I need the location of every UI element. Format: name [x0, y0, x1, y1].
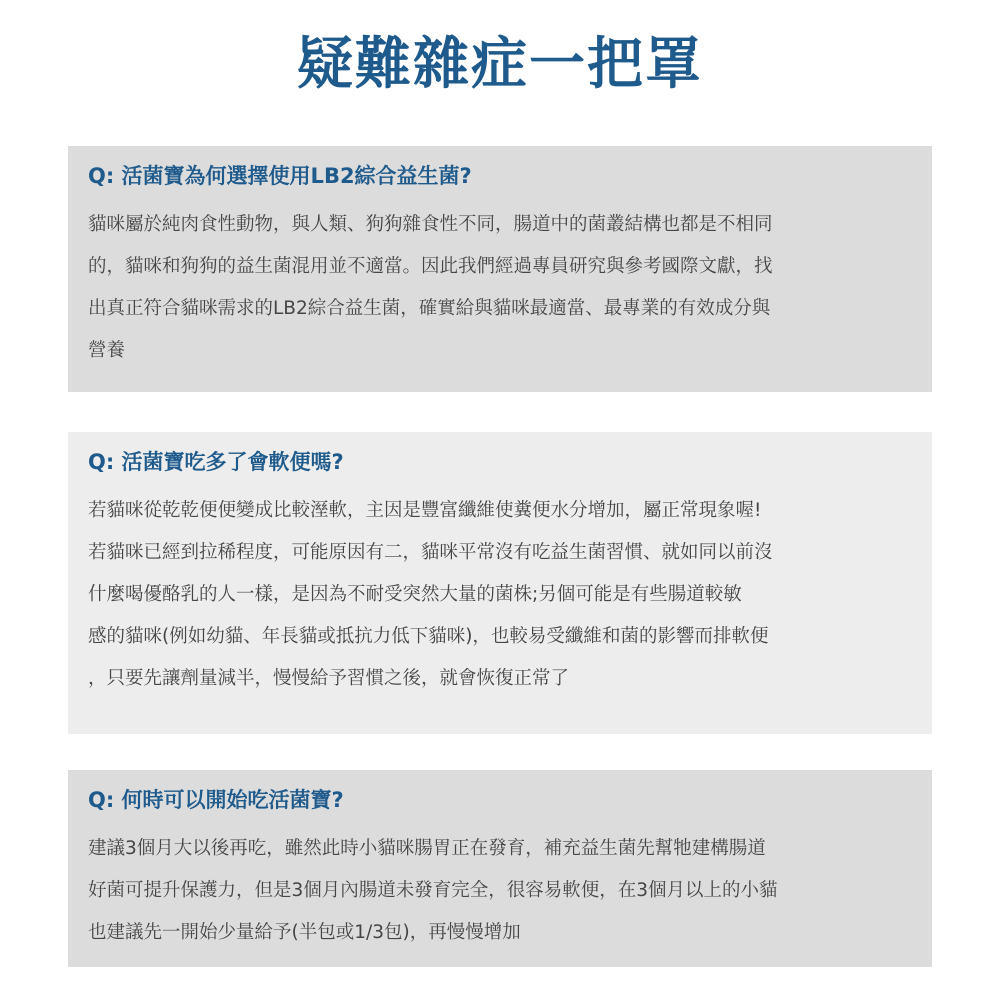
answer-line: 若貓咪已經到拉稀程度，可能原因有二，貓咪平常沒有吃益生菌習慣、就如同以前沒: [88, 542, 773, 563]
answer-line: 貓咪屬於純肉食性動物，與人類、狗狗雜食性不同，腸道中的菌叢結構也都是不相同: [88, 214, 773, 235]
answer-line: 好菌可提升保護力，但是3個月內腸道未發育完全，很容易軟便，在3個月以上的小貓: [88, 880, 778, 901]
faq-card-lb2: [68, 146, 932, 392]
faq-card-start-age: [68, 770, 932, 967]
answer-line: 感的貓咪(例如幼貓、年長貓或抵抗力低下貓咪)，也較易受纖維和菌的影響而排軟便: [88, 626, 769, 647]
answer-line: 出真正符合貓咪需求的LB2綜合益生菌，確實給與貓咪最適當、最專業的有效成分與: [88, 298, 771, 319]
faq-answer: [88, 828, 918, 954]
answer-line: 什麼喝優酪乳的人一樣，是因為不耐受突然大量的菌株;另個可能是有些腸道較敏: [88, 584, 742, 605]
page-title: 疑難雜症一把罩: [297, 32, 703, 97]
answer-line: 也建議先一開始少量給予(半包或1/3包)，再慢慢增加: [88, 922, 521, 943]
faq-question: Q: 活菌寶為何選擇使用LB2綜合益生菌?: [88, 164, 472, 188]
answer-line: ，只要先讓劑量減半，慢慢給予習慣之後，就會恢復正常了: [88, 668, 570, 689]
answer-line: 若貓咪從乾乾便便變成比較溼軟，主因是豐富纖維使糞便水分增加，屬正常現象喔!: [88, 500, 762, 521]
answer-line: 的，貓咪和狗狗的益生菌混用並不適當。因此我們經過專員研究與參考國際文獻，找: [88, 256, 773, 277]
answer-line: 營養: [88, 340, 126, 361]
faq-question: Q: 活菌寶吃多了會軟便嗎?: [88, 450, 344, 474]
faq-answer: [88, 204, 918, 372]
faq-card-soft-stool: [68, 432, 932, 734]
faq-question: Q: 何時可以開始吃活菌寶?: [88, 788, 344, 812]
answer-line: 建議3個月大以後再吃，雖然此時小貓咪腸胃正在發育，補充益生菌先幫牠建構腸道: [88, 838, 766, 859]
faq-answer: [88, 490, 918, 700]
